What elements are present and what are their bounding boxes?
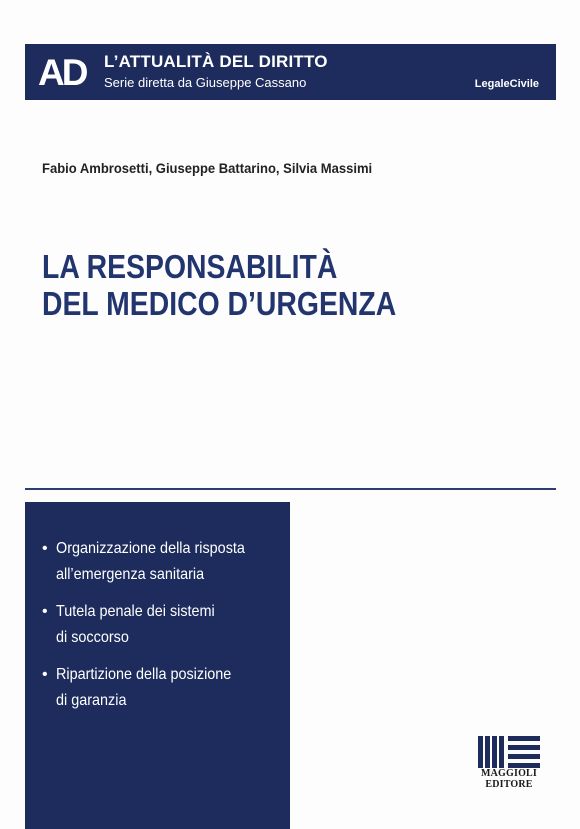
book-title-line-1: LA RESPONSABILITÀ [42, 248, 338, 285]
list-item [42, 662, 292, 714]
bullet-icon: • [42, 540, 48, 557]
series-title: L’ATTUALITÀ DEL DIRITTO [104, 52, 328, 71]
publisher-subname: EDITORE [485, 779, 533, 790]
topics-list [42, 536, 292, 725]
logo-text: AD [38, 55, 86, 89]
imprint-label: LegaleCivile [474, 78, 539, 90]
list-item-line: Tutela penale dei sistemi [56, 603, 215, 620]
ad-logo-icon [38, 55, 98, 89]
list-item [42, 599, 292, 651]
publisher-logo [478, 736, 540, 790]
list-item-line: di garanzia [56, 692, 127, 709]
list-item-line: Ripartizione della posizione [56, 666, 232, 683]
list-item [42, 536, 292, 588]
authors: Fabio Ambrosetti, Giuseppe Battarino, Silvia Massimi [42, 160, 373, 176]
bullet-icon: • [42, 603, 48, 620]
series-subtitle: Serie diretta da Giuseppe Cassano [104, 75, 307, 90]
topics-panel [25, 502, 290, 829]
publisher-name: MAGGIOLI [480, 768, 538, 779]
list-item-line: di soccorso [56, 629, 129, 646]
series-header [25, 44, 556, 100]
bullet-icon: • [42, 666, 48, 683]
list-item-line: Organizzazione della risposta [56, 540, 245, 557]
book-title-line-2: DEL MEDICO D’URGENZA [42, 285, 397, 322]
divider-line [25, 488, 556, 490]
list-item-line: all’emergenza sanitaria [56, 566, 205, 583]
book-title [42, 248, 396, 322]
maggioli-mark-icon [478, 736, 540, 768]
